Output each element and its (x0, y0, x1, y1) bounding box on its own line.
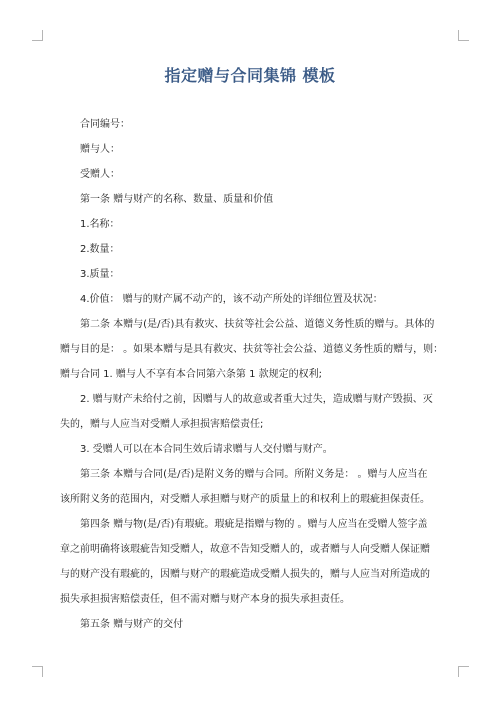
article-4-line: 与的财产没有瑕疵的，因赠与财产的瑕疵造成受赠人损失的，赠与人应当对所造成的 (60, 569, 430, 580)
page-corner-mark-top-left (32, 30, 43, 41)
article-5-heading: 第五条 赠与财产的交付 (80, 619, 184, 630)
article-2-item-3: 3. 受赠人可以在本合同生效后请求赠与人交付赠与财产。 (80, 444, 333, 455)
contract-number-label: 合同编号： (80, 119, 130, 130)
page-corner-mark-bottom-left (32, 666, 43, 677)
article-2-item-2-line: 失的，赠与人应当对受赠人承担损害赔偿责任; (60, 419, 264, 430)
article-4-line: 章之前明确将该瑕疵告知受赠人，故意不告知受赠人的，或者赠与人向受赠人保证赠 (60, 544, 430, 555)
article-3-line: 该所附义务的范围内，对受赠人承担赠与财产的质量上的和权利上的瑕疵担保责任。 (60, 494, 430, 505)
page-corner-mark-bottom-right (458, 666, 469, 677)
article-1-item: 1.名称： (80, 219, 120, 230)
article-4-line: 第四条 赠与物(是/否)有瑕疵。瑕疵是指赠与物的 。赠与人应当在受赠人签字盖 (80, 519, 428, 530)
donor-label: 赠与人： (80, 144, 120, 155)
article-1-heading: 第一条 赠与财产的名称、数量、质量和价值 (80, 194, 274, 205)
article-1-item: 2.数量： (80, 244, 120, 255)
article-2-line: 赠与合同 1. 赠与人不享有本合同第六条第 1 款规定的权利; (60, 369, 322, 380)
article-2-line: 第二条 本赠与(是/否)具有救灾、扶贫等社会公益、道德义务性质的赠与。具体的 (80, 319, 435, 330)
article-1-item: 3.质量： (80, 269, 120, 280)
article-2-line: 赠与目的是： 。如果本赠与是具有救灾、扶贫等社会公益、道德义务性质的赠与，则： (60, 344, 444, 355)
article-4-line: 损失承担损害赔偿责任，但不需对赠与财产本身的损失承担责任。 (60, 594, 350, 605)
article-2-item-2-line: 2. 赠与财产未给付之前，因赠与人的故意或者重大过失，造成赠与财产毁损、灭 (80, 394, 433, 405)
document-body (60, 112, 456, 637)
document-title: 指定赠与合同集锦 模板 (164, 66, 336, 85)
article-1-item: 4.价值： 赠与的财产属不动产的，该不动产所处的详细位置及状况： (80, 294, 383, 305)
article-3-line: 第三条 本赠与合同(是/否)是附义务的赠与合同。所附义务是： 。赠与人应当在 (80, 469, 428, 480)
donee-label: 受赠人： (80, 169, 120, 180)
page-corner-mark-top-right (458, 30, 469, 41)
